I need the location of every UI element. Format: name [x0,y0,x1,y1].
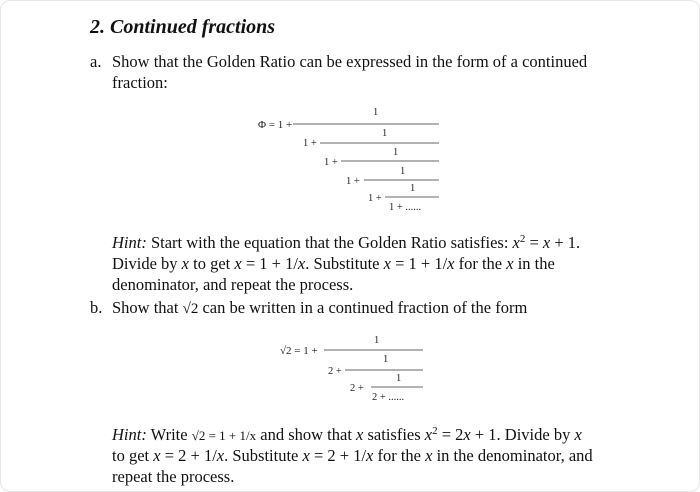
hint-a-line-2: Divide by x to get x = 1 + 1/x. Substitute x = 1 + 1/x for the x in the [112,254,555,273]
sqrt2-continued-fraction [278,332,438,404]
hint-b-line-1: Hint: Write √2 = 1 + 1/x and show that x satisfies $x^2 = 2x + 1$. Divide by x [112,425,582,444]
part-b-marker: b. [90,298,103,317]
hint-b-line-3: repeat the process. [112,467,235,486]
cf-b-num-3: 1 [396,373,402,384]
cf-a-level-3: 1 + [324,157,338,168]
cf-b-level-3: 2 + [350,383,364,394]
cf-a-lhs: Φ = 1 + [258,119,293,131]
cf-a-num-1: 1 [373,107,379,118]
cf-a-num-4: 1 [400,166,406,177]
cf-a-num-2: 1 [382,128,388,139]
hint-b-line-2: to get x = 2 + 1/x. Substitute x = 2 + 1/x for the x in the denominator, and [112,446,593,465]
part-a-marker: a. [90,52,102,71]
cf-b-tail: 2 + ...... [372,392,405,403]
cf-b-level-2: 2 + [328,366,342,377]
cf-a-level-4: 1 + [346,176,360,187]
sqrt2-symbol: √2 [182,301,199,317]
cf-a-level-2: 1 + [303,138,317,149]
part-a-line-1: Show that the Golden Ratio can be expressed in the form of a continued [112,52,588,71]
hint-a-line-3: denominator, and repeat the process. [112,275,354,294]
cf-a-num-5: 1 [410,183,416,194]
cf-b-num-1: 1 [374,335,380,346]
part-a-line-2: fraction: [112,73,168,92]
section-heading: 2. Continued fractions [90,16,276,38]
cf-b-lhs: √2 = 1 + [280,345,318,357]
part-b-line: Show that √2 can be written in a continued fraction of the form [112,298,528,317]
cf-b-num-2: 1 [383,354,389,365]
cf-a-level-5: 1 + [368,193,382,204]
cf-a-num-3: 1 [393,147,399,158]
golden-ratio-continued-fraction [250,103,450,215]
hint-a-line-1: Hint: Start with the equation that the Golden Ratio satisfies: $x^2 = x + 1$. [112,233,581,252]
cf-a-tail: 1 + ...... [389,202,422,213]
